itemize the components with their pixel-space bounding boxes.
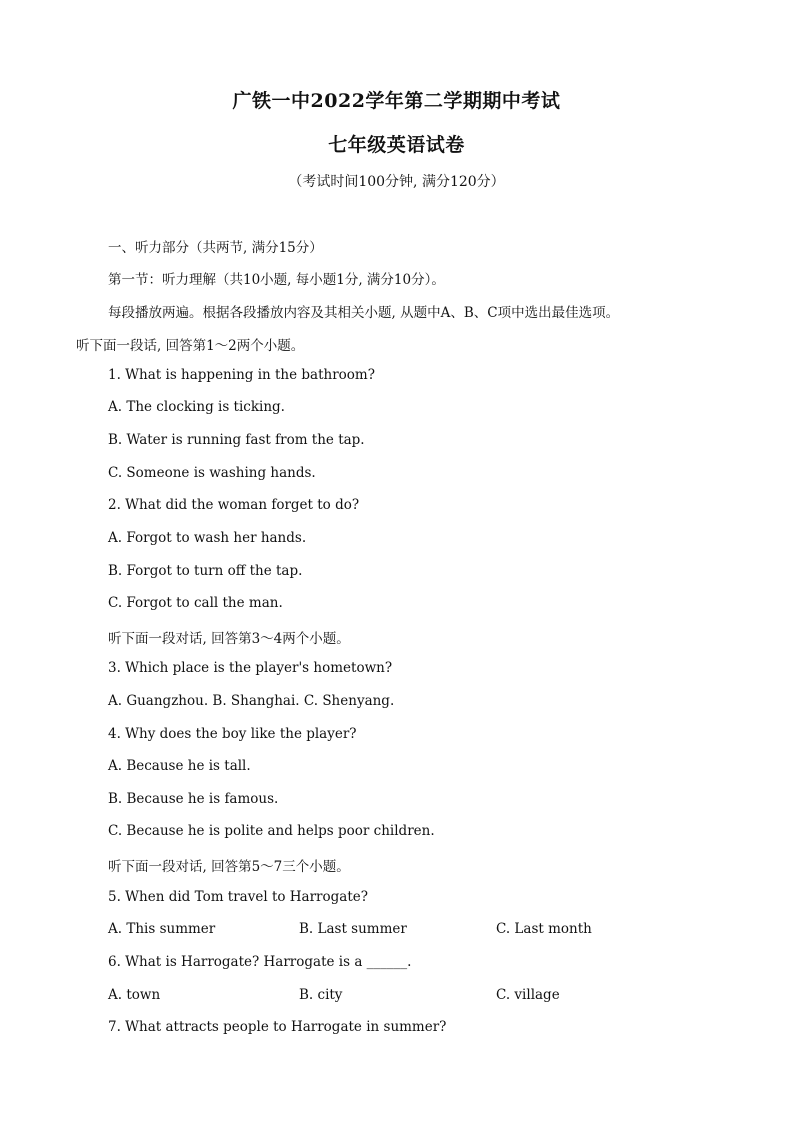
exam-subtitle: 七年级英语试卷: [328, 134, 465, 156]
q2-option-b: B. Forgot to turn off the tap.: [108, 563, 303, 579]
question-3: 3. Which place is the player's hometown?: [108, 660, 393, 676]
part-heading: 第一节：听力理解（共10小题, 每小题1分, 满分10分）。: [108, 272, 445, 288]
q4-option-a: A. Because he is tall.: [108, 758, 251, 774]
section-heading: 一、听力部分（共两节, 满分15分）: [108, 240, 323, 256]
q5-option-b: B. Last summer: [299, 921, 407, 937]
question-2: 2. What did the woman forget to do?: [108, 497, 360, 513]
dialog-intro-2: 听下面一段对话, 回答第3～4两个小题。: [108, 631, 350, 647]
instruction-line-2: 听下面一段话, 回答第1～2两个小题。: [76, 338, 305, 354]
q2-option-a: A. Forgot to wash her hands.: [108, 530, 307, 546]
q1-option-a: A. The clocking is ticking.: [108, 399, 285, 415]
q5-option-a: A. This summer: [108, 921, 216, 937]
question-5: 5. When did Tom travel to Harrogate?: [108, 889, 368, 905]
instruction-line-1: 每段播放两遍。根据各段播放内容及其相关小题, 从题中A、B、C项中选出最佳选项。: [108, 305, 620, 321]
question-1: 1. What is happening in the bathroom?: [108, 367, 375, 383]
exam-info: （考试时间100分钟, 满分120分）: [288, 174, 505, 190]
q1-option-b: B. Water is running fast from the tap.: [108, 432, 365, 448]
question-7: 7. What attracts people to Harrogate in summer?: [108, 1019, 447, 1035]
q2-option-c: C. Forgot to call the man.: [108, 595, 283, 611]
question-6: 6. What is Harrogate? Harrogate is a ______.: [108, 954, 412, 970]
question-4: 4. Why does the boy like the player?: [108, 726, 357, 742]
q6-option-a: A. town: [108, 987, 161, 1003]
q6-option-c: C. village: [496, 987, 560, 1003]
q1-option-c: C. Someone is washing hands.: [108, 465, 316, 481]
exam-title: 广铁一中2022学年第二学期期中考试: [232, 90, 561, 112]
dialog-intro-3: 听下面一段对话, 回答第5～7三个小题。: [108, 859, 350, 875]
q6-option-b: B. city: [299, 987, 343, 1003]
q4-option-c: C. Because he is polite and helps poor children.: [108, 823, 435, 839]
q5-option-c: C. Last month: [496, 921, 592, 937]
q4-option-b: B. Because he is famous.: [108, 791, 279, 807]
q3-options: A. Guangzhou. B. Shanghai. C. Shenyang.: [108, 693, 395, 709]
